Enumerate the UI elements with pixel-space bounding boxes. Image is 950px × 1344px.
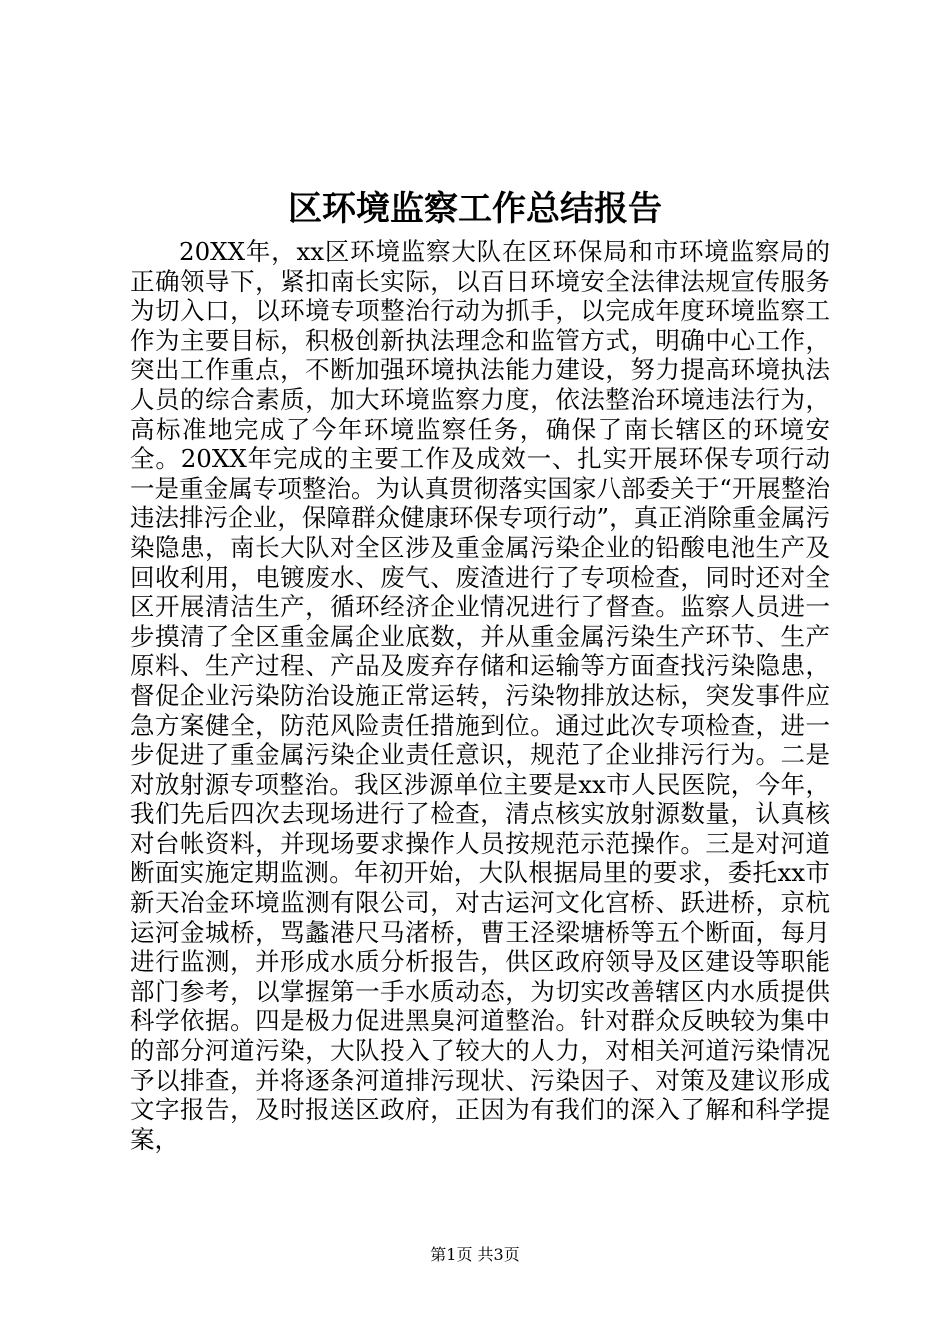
document-title: 区环境监察工作总结报告 — [288, 189, 662, 229]
page-number-footer: 第1页 共3页 — [430, 1245, 520, 1264]
body-paragraph: 20XX年，xx区环境监察大队在区环保局和市环境监察局的正确领导下，紧扣南长实际，以百日环境安全法律法规宣传服务为切入口，以环境专项整治行动为抓手，以完成年度环境监察工作为主要目标，积极创新执法理念和监管方式，明确中心工作，突出工作重点，不断加强环境执法能力建设，努力提高环境执法人员的综合素质，加大环境监察力度，依法整治环境违法行为，高标准地完成了今年环境监察任务，确保了南长辖区的环境安全。20XX年完成的主要工作及成效一、扎实开展环保专项行动一是重金属专项整治。为认真贯彻落实国家八部委关于“开展整治违法排污企业，保障群众健康环保专项行动”，真正消除重金属污染隐患，南长大队对全区涉及重金属污染企业的铅酸电池生产及回收利用，电镀废水、废气、废渣进行了专项检查，同时还对全区开展清洁生产，循环经济企业情况进行了督查。监察人员进一步摸清了全区重金属企业底数，并从重金属污染生产环节、生产原料、生产过程、产品及废弃存储和运输等方面查找污染隐患，督促企业污染防治设施正常运转，污染物排放达标，突发事件应急方案健全，防范风险责任措施到位。通过此次专项检查，进一步促进了重金属污染企业责任意识，规范了企业排污行为。二是对放射源专项整治。我区涉源单位主要是xx市人民医院，今年，我们先后四次去现场进行了检查，清点核实放射源数量，认真核对台帐资料，并现场要求操作人员按规范示范操作。三是对河道断面实施定期监测。年初开始，大队根据局里的要求，委托xx市新天冶金环境监测有限公司，对古运河文化宫桥、跃进桥，京杭运河金城桥，骂蠡港尺马渚桥，曹王泾梁塘桥等五个断面，每月进行监测，并形成水质分析报告，供区政府领导及区建设等职能部门参考，以掌握第一手水质动态，为切实改善辖区内水质提供科学依据。四是极力促进黑臭河道整治。针对群众反映较为集中的部分河道污染，大队投入了较大的人力，对相关河道污染情况予以排查，并将逐条河道排污现状、污染因子、对策及建议形成文字报告，及时报送区政府，正因为有我们的深入了解和科学提案， — [130, 237, 830, 1154]
